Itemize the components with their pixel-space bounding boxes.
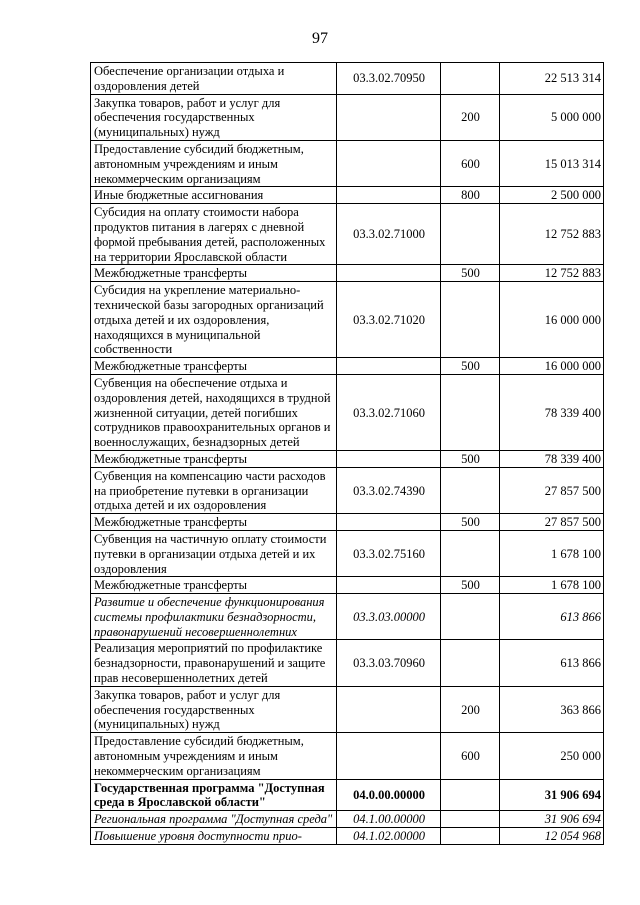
expense-type-cell [441,282,500,358]
item-name-cell: Субсидия на оплату стоимости набора продуктов питания в лагерях с дневной формой пребывания детей, расположенных на территории Ярославской области [91,204,337,265]
table-row [91,640,604,686]
target-code-cell [337,686,441,732]
item-name-cell: Региональная программа "Доступная среда" [91,811,337,828]
amount-cell: 2 500 000 [500,187,604,204]
target-code-cell: 03.3.03.00000 [337,594,441,640]
amount-cell: 31 906 694 [500,779,604,811]
expense-type-cell [441,594,500,640]
item-name-cell: Межбюджетные трансферты [91,265,337,282]
table-row [91,733,604,779]
item-name-cell: Субсидия на укрепление материально-технической базы загородных организаций отдыха детей и их оздоровления, находящихся в муниципальной собственности [91,282,337,358]
amount-cell: 250 000 [500,733,604,779]
target-code-cell: 03.3.02.70950 [337,63,441,95]
expense-type-cell: 200 [441,686,500,732]
expense-type-cell: 500 [441,514,500,531]
table-row [91,450,604,467]
amount-cell: 613 866 [500,594,604,640]
budget-table [90,62,604,845]
item-name-cell: Предоставление субсидий бюджетным, автономным учреждениям и иным некоммерческим организациям [91,140,337,186]
table-row [91,779,604,811]
amount-cell: 27 857 500 [500,467,604,513]
expense-type-cell: 500 [441,265,500,282]
expense-type-cell: 600 [441,733,500,779]
table-row [91,577,604,594]
expense-type-cell: 200 [441,94,500,140]
table-row [91,140,604,186]
target-code-cell: 03.3.02.75160 [337,530,441,576]
table-row [91,686,604,732]
expense-type-cell [441,828,500,845]
item-name-cell: Иные бюджетные ассигнования [91,187,337,204]
item-name-cell: Субвенция на частичную оплату стоимости путевки в организации отдыха детей и их оздоровления [91,530,337,576]
item-name-cell: Субвенция на компенсацию части расходов на приобретение путевки в организации отдыха детей и их оздоровления [91,467,337,513]
target-code-cell: 03.3.02.71000 [337,204,441,265]
item-name-cell: Межбюджетные трансферты [91,358,337,375]
item-name-cell: Закупка товаров, работ и услуг для обеспечения государственных (муниципальных) нужд [91,686,337,732]
target-code-cell [337,94,441,140]
expense-type-cell: 500 [441,450,500,467]
amount-cell: 1 678 100 [500,577,604,594]
amount-cell: 27 857 500 [500,514,604,531]
item-name-cell: Закупка товаров, работ и услуг для обеспечения государственных (муниципальных) нужд [91,94,337,140]
table-row [91,594,604,640]
item-name-cell: Предоставление субсидий бюджетным, автономным учреждениям и иным некоммерческим организациям [91,733,337,779]
target-code-cell [337,514,441,531]
table-row [91,265,604,282]
expense-type-cell [441,374,500,450]
amount-cell: 31 906 694 [500,811,604,828]
table-row [91,374,604,450]
amount-cell: 22 513 314 [500,63,604,95]
target-code-cell: 03.3.02.71020 [337,282,441,358]
amount-cell: 12 752 883 [500,204,604,265]
target-code-cell [337,265,441,282]
amount-cell: 16 000 000 [500,282,604,358]
item-name-cell: Повышение уровня доступности прио- [91,828,337,845]
amount-cell: 363 866 [500,686,604,732]
item-name-cell: Межбюджетные трансферты [91,577,337,594]
table-row [91,467,604,513]
target-code-cell [337,140,441,186]
expense-type-cell: 600 [441,140,500,186]
table-row [91,204,604,265]
item-name-cell: Обеспечение организации отдыха и оздоровления детей [91,63,337,95]
amount-cell: 78 339 400 [500,450,604,467]
expense-type-cell [441,63,500,95]
target-code-cell: 04.1.02.00000 [337,828,441,845]
target-code-cell [337,733,441,779]
table-row [91,514,604,531]
amount-cell: 15 013 314 [500,140,604,186]
target-code-cell [337,450,441,467]
table-row [91,828,604,845]
table-row [91,282,604,358]
table-row [91,530,604,576]
table-row [91,187,604,204]
table-row [91,63,604,95]
expense-type-cell: 500 [441,577,500,594]
amount-cell: 613 866 [500,640,604,686]
table-row [91,94,604,140]
target-code-cell: 04.0.00.00000 [337,779,441,811]
expense-type-cell [441,779,500,811]
expense-type-cell [441,467,500,513]
expense-type-cell [441,640,500,686]
table-row [91,811,604,828]
amount-cell: 12 752 883 [500,265,604,282]
expense-type-cell [441,811,500,828]
amount-cell: 12 054 968 [500,828,604,845]
target-code-cell: 04.1.00.00000 [337,811,441,828]
expense-type-cell: 500 [441,358,500,375]
amount-cell: 1 678 100 [500,530,604,576]
item-name-cell: Межбюджетные трансферты [91,514,337,531]
expense-type-cell: 800 [441,187,500,204]
expense-type-cell [441,530,500,576]
amount-cell: 78 339 400 [500,374,604,450]
table-row [91,358,604,375]
page-number: 97 [312,30,328,47]
item-name-cell: Межбюджетные трансферты [91,450,337,467]
item-name-cell: Государственная программа "Доступная среда в Ярославской области" [91,779,337,811]
item-name-cell: Реализация мероприятий по профилактике безнадзорности, правонарушений и защите прав несовершеннолетних детей [91,640,337,686]
amount-cell: 5 000 000 [500,94,604,140]
target-code-cell [337,187,441,204]
expense-type-cell [441,204,500,265]
target-code-cell: 03.3.02.74390 [337,467,441,513]
target-code-cell [337,577,441,594]
item-name-cell: Субвенция на обеспечение отдыха и оздоровления детей, находящихся в трудной жизненной ситуации, детей погибших сотрудников правоохранительных органов и военнослужащих, безнадзорных детей [91,374,337,450]
target-code-cell: 03.3.03.70960 [337,640,441,686]
amount-cell: 16 000 000 [500,358,604,375]
target-code-cell: 03.3.02.71060 [337,374,441,450]
item-name-cell: Развитие и обеспечение функционирования системы профилактики безнадзорности, правонарушений несовершеннолетних [91,594,337,640]
target-code-cell [337,358,441,375]
